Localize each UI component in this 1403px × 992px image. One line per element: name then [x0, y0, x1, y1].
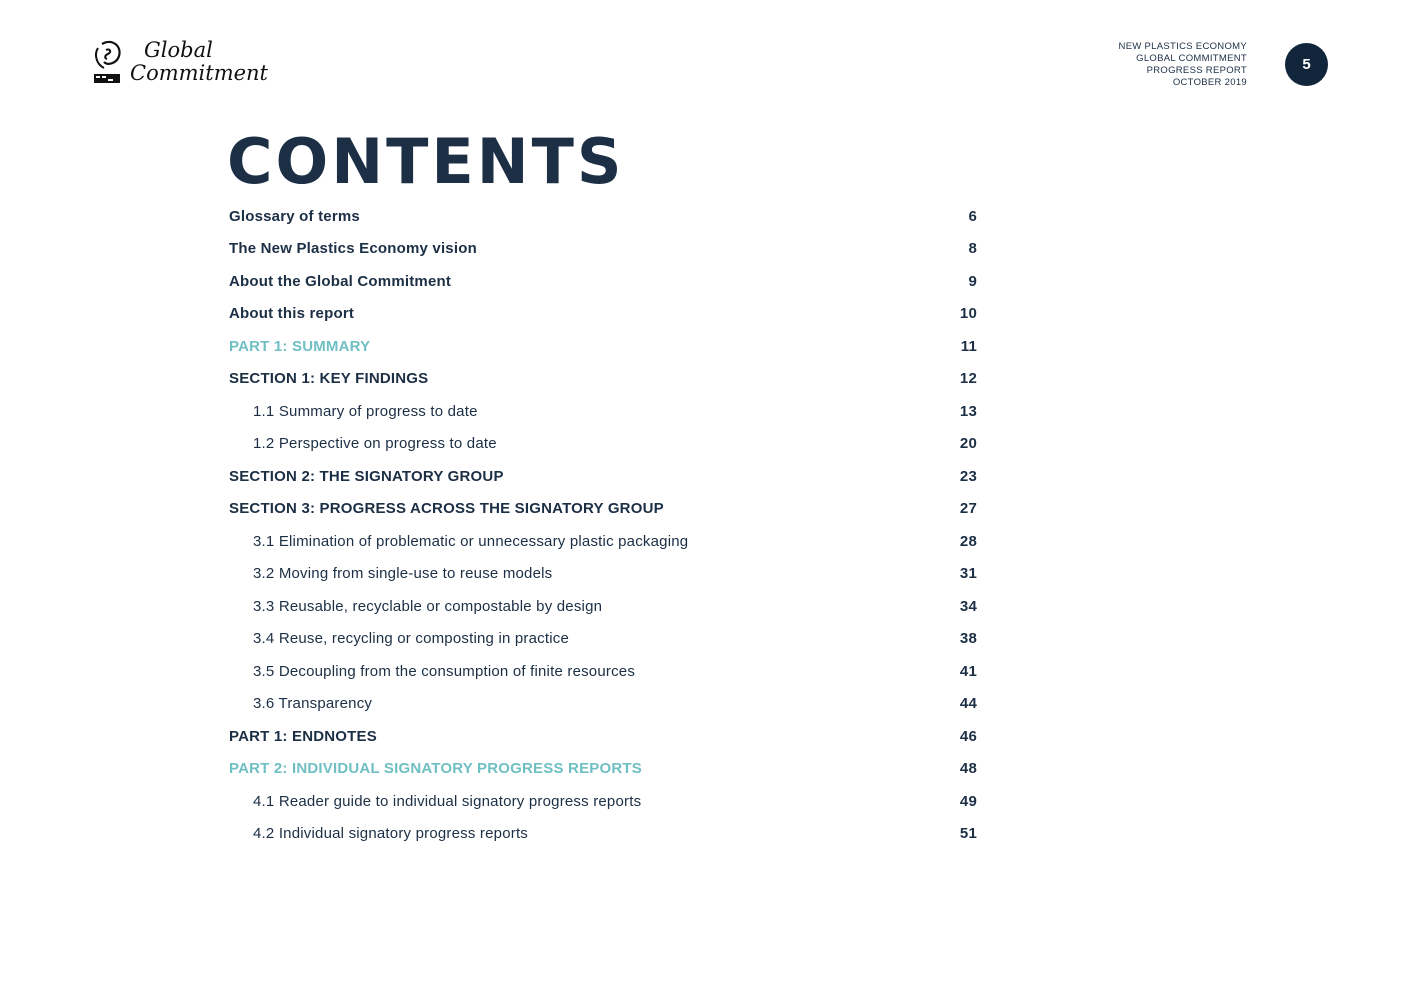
toc-entry-label: PART 1: ENDNOTES: [229, 727, 377, 745]
toc-entry-page: 13: [959, 402, 977, 420]
toc-entry-label: 3.3 Reusable, recyclable or compostable by design: [253, 597, 603, 615]
report-info: [1119, 41, 1247, 89]
toc-entry-page: 12: [959, 370, 977, 388]
logo-word-global: Global: [144, 38, 213, 62]
toc-entry[interactable]: [229, 558, 977, 591]
toc-entry-page: 51: [959, 825, 977, 843]
toc-entry[interactable]: [229, 785, 977, 818]
toc-entry-label: The New Plastics Economy vision: [229, 240, 477, 258]
toc-entry-page: 41: [959, 662, 977, 680]
toc-entry[interactable]: [229, 330, 977, 363]
report-type: PROGRESS REPORT: [1146, 65, 1247, 76]
toc-entry[interactable]: [229, 460, 977, 493]
toc-entry-page: 38: [959, 630, 977, 648]
toc-entry-label: SECTION 2: THE SIGNATORY GROUP: [229, 467, 504, 485]
toc-entry-label: SECTION 3: PROGRESS ACROSS THE SIGNATORY GROUP: [229, 500, 664, 518]
toc-entry-page: 49: [959, 792, 977, 810]
toc-entry-page: 6: [968, 207, 977, 225]
page-title: CONTENTS: [227, 125, 625, 198]
toc-entry[interactable]: [229, 493, 977, 526]
toc-entry[interactable]: [229, 428, 977, 461]
toc-entry-page: 23: [959, 467, 977, 485]
toc-entry-label: 3.4 Reuse, recycling or composting in practice: [253, 630, 570, 648]
toc-entry-page: 11: [960, 337, 977, 355]
toc-entry-label: About the Global Commitment: [229, 272, 452, 290]
toc-entry-page: 27: [959, 500, 977, 518]
table-of-contents: [229, 200, 977, 850]
global-commitment-logo: [92, 36, 268, 90]
toc-entry-label: PART 2: INDIVIDUAL SIGNATORY PROGRESS REPORTS: [229, 760, 642, 778]
toc-entry-page: 31: [959, 565, 977, 583]
report-series: NEW PLASTICS ECONOMY: [1118, 41, 1247, 52]
toc-entry-label: 4.2 Individual signatory progress reports: [253, 825, 529, 843]
toc-entry-page: 46: [959, 727, 977, 745]
toc-entry-label: 1.1 Summary of progress to date: [253, 402, 478, 420]
toc-entry[interactable]: [229, 395, 977, 428]
toc-entry-label: 3.6 Transparency: [253, 695, 373, 713]
toc-entry[interactable]: [229, 525, 977, 558]
toc-entry-label: About this report: [229, 305, 355, 323]
toc-entry[interactable]: [229, 590, 977, 623]
logo-word-commitment: Commitment: [130, 61, 268, 85]
report-date: OCTOBER 2019: [1172, 77, 1247, 88]
toc-entry-label: 3.5 Decoupling from the consumption of finite resources: [253, 662, 636, 680]
toc-entry[interactable]: [229, 720, 977, 753]
toc-entry[interactable]: [229, 623, 977, 656]
page-number-badge: 5: [1285, 43, 1328, 86]
toc-entry[interactable]: [229, 265, 977, 298]
toc-entry[interactable]: [229, 298, 977, 331]
toc-entry-label: PART 1: SUMMARY: [229, 337, 371, 355]
toc-entry-page: 34: [959, 597, 977, 615]
toc-entry[interactable]: [229, 818, 977, 851]
toc-entry-label: 3.1 Elimination of problematic or unnecessary plastic packaging: [253, 532, 689, 550]
toc-entry[interactable]: [229, 233, 977, 266]
toc-entry-page: 28: [959, 532, 977, 550]
toc-entry-label: 4.1 Reader guide to individual signatory progress reports: [253, 792, 642, 810]
toc-entry-page: 9: [968, 272, 977, 290]
toc-entry[interactable]: [229, 753, 977, 786]
toc-entry[interactable]: [229, 655, 977, 688]
toc-entry-page: 44: [959, 695, 977, 713]
toc-entry[interactable]: [229, 688, 977, 721]
toc-entry-page: 20: [959, 435, 977, 453]
toc-entry[interactable]: [229, 200, 977, 233]
toc-entry-label: 1.2 Perspective on progress to date: [253, 435, 497, 453]
report-program: GLOBAL COMMITMENT: [1136, 53, 1247, 64]
toc-entry-label: Glossary of terms: [229, 207, 360, 225]
toc-entry-page: 8: [968, 240, 977, 258]
toc-entry-page: 10: [959, 305, 977, 323]
toc-entry[interactable]: [229, 363, 977, 396]
logo-mark-icon: [92, 36, 128, 90]
toc-entry-label: SECTION 1: KEY FINDINGS: [229, 370, 429, 388]
toc-entry-label: 3.2 Moving from single-use to reuse models: [253, 565, 553, 583]
toc-entry-page: 48: [959, 760, 977, 778]
